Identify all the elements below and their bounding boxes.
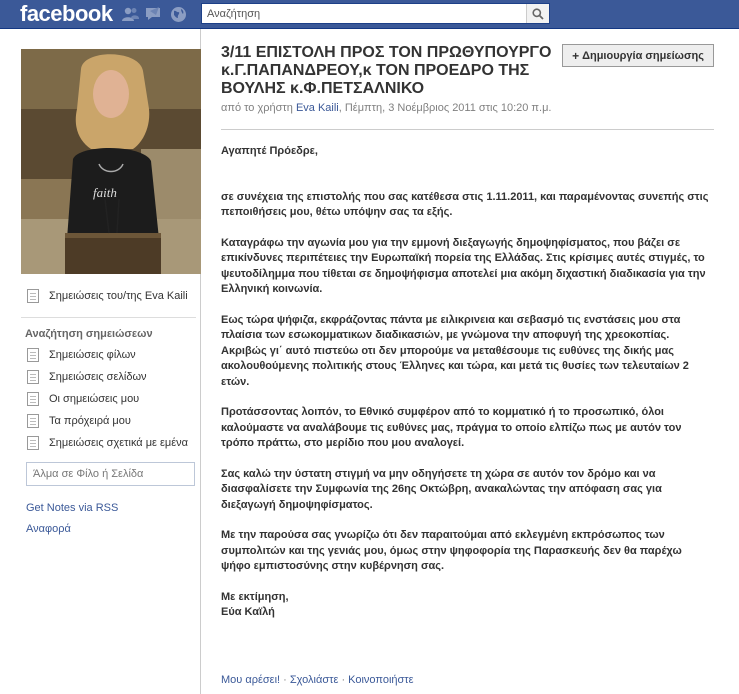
- note-paragraph: Με την παρούσα σας γνωρίζω ότι δεν παραιτούμαι από εκλεγμένη εκπρόσωπος των συμπολιτών και της γενιάς μου, όμως στην ψηφοφορία της Παρασκευής δεν θα παρέχω ψήφο εμπιστοσύνης στην κυβέρνηση σας.: [221, 529, 682, 572]
- sidebar-item-pages-notes[interactable]: [21, 366, 196, 388]
- note-body: [221, 144, 714, 621]
- profile-picture[interactable]: [21, 49, 201, 274]
- get-notes-rss-link[interactable]: Get Notes via RSS: [26, 502, 119, 514]
- sidebar-item-my-notes[interactable]: [21, 388, 196, 410]
- sidebar-item-friends-notes[interactable]: [21, 344, 196, 366]
- notifications-globe-icon[interactable]: [169, 5, 187, 23]
- jump-to-friend-input[interactable]: [26, 462, 195, 486]
- author-link[interactable]: Eva Kaili: [295, 102, 339, 114]
- note-divider: [221, 129, 714, 130]
- note-salutation: Αγαπητέ Πρόεδρε,: [221, 145, 318, 157]
- sidebar-item-label: Οι σημειώσεις μου: [49, 393, 140, 405]
- report-link[interactable]: Αναφορά: [26, 523, 71, 535]
- notification-jewels: [121, 5, 187, 23]
- note-icon: [27, 370, 39, 384]
- note-paragraph: Εως τώρα ψήφιζα, εκφράζοντας πάντα με ειλικρινεια και σεβασμό τις ενστάσεις μου στα πλαίσια των εσωκομματικων διαδικασιών, με γνώμονα την αποφυγή της χρεοκοπίας. Ακριβώς γι΄ αυτό πιστεύω οτι δεν μπορούμε να μεταθέσουμε τις ευθύνες της δικής μας ακολουθούμενης πολιτικής στους Έλληνες και τώρα, και μετά τις θυσίες των τελευταίων 2 ετών.: [221, 313, 689, 388]
- messages-icon[interactable]: [145, 5, 163, 23]
- note-paragraph: Σας καλώ την ύστατη στιγμή να μην οδηγήσετε τη χώρα σε αυτόν τον δρόμο και να διασφαλίσετε την Συμφωνία της 26ης Οκτώβρη, ανακαλώντας την απόφαση σας για διεξαγωγή δημοψηφίσματος.: [221, 467, 662, 511]
- sidebar-item-label: Σημειώσεις φίλων: [49, 349, 136, 361]
- sidebar-item-notes-about-me[interactable]: [21, 432, 196, 454]
- facebook-logo[interactable]: facebook: [20, 1, 113, 26]
- plus-icon: +: [572, 48, 580, 63]
- share-link[interactable]: Κοινοποιήστε: [348, 674, 414, 686]
- sidebar-item-my-drafts[interactable]: [21, 410, 196, 432]
- search-box: [201, 3, 550, 24]
- note-icon: [27, 414, 39, 428]
- note-icon: [27, 436, 39, 450]
- note-icon: [27, 348, 39, 362]
- action-separator: ·: [338, 674, 349, 686]
- meta-prefix: από το χρήστη: [221, 102, 296, 114]
- create-note-button[interactable]: [562, 44, 714, 67]
- sidebar-item-label: Σημειώσεις σελίδων: [49, 371, 147, 383]
- browse-notes-heading: Αναζήτηση σημειώσεων: [25, 328, 153, 340]
- search-input[interactable]: [202, 4, 526, 23]
- note-meta: [221, 102, 715, 114]
- sidebar-divider: [21, 317, 196, 318]
- meta-date: , Πέμπτη, 3 Νοέμβριος 2011 στις 10:20 π.μ.: [338, 102, 552, 114]
- sidebar-item-label: Σημειώσεις του/της Eva Kaili: [49, 290, 188, 302]
- search-button[interactable]: [526, 4, 549, 23]
- action-separator: ·: [280, 674, 290, 686]
- sidebar-item-label: Τα πρόχειρά μου: [49, 415, 131, 427]
- note-paragraph: σε συνέχεια της επιστολής που σας κατέθεσα στις 1.11.2011, και παραμένοντας συνεπής στις πεποιθήσεις μου, θέτω υπόψην σας τα εξής.: [221, 190, 709, 218]
- like-link[interactable]: Μου αρέσει!: [221, 674, 281, 686]
- sidebar-item-label: Σημειώσεις σχετικά με εμένα: [49, 437, 189, 449]
- search-icon: [532, 8, 544, 20]
- note-paragraph: Προτάσσοντας λοιπόν, το Εθνικό συμφέρον από το κομματικό ή το προσωπικό, όλοι καλούμαστε να αναλάβουμε τις ευθύνες μας, πράγμα το οποίο ελπίζω πως με αυτόν τον τρόπο πράττω, στο μερίδιο που μου αναλογεί.: [221, 406, 682, 449]
- note-icon: [27, 392, 39, 406]
- note-signature: Εύα Καϊλή: [221, 606, 275, 618]
- top-bar: [0, 0, 739, 29]
- note-title: 3/11 ΕΠΙΣΤΟΛΗ ΠΡΟΣ ΤΟΝ ΠΡΩΘΥΠΟΥΡΓΟ κ.Γ.ΠΑΠΑΝΔΡΕΟΥ,κ ΤΟΝ ΠΡΟΕΔΡΟ ΤΗΣ ΒΟΥΛΗΣ κ.Φ.ΠΕΤΣΑΛΝΙΚΟ: [221, 44, 552, 97]
- comment-link[interactable]: Σχολιάστε: [289, 674, 339, 686]
- sidebar-item-user-notes[interactable]: [21, 285, 196, 307]
- svg-text:faith: faith: [93, 185, 117, 200]
- note-icon: [27, 289, 39, 303]
- note-actions: [221, 674, 414, 686]
- note-paragraph: Καταγράφω την αγωνία μου για την εμμονή διεξαγωγής δημοψηφίσματος, που βάζει σε επικίνδυνες περιπέτειες την Ευρωπαϊκή πορεία της Ελλάδας. Στις κρίσιμες αυτές στιγμές, το ψευτοδίλημμα που τίθεται σε δημοψήφισμα αποτελεί μια ακόμη διχαστική διαδικασία για την Ελληνική κοινωνία.: [221, 236, 706, 295]
- note-closing: Με εκτίμηση,: [221, 590, 289, 603]
- sidebar: [21, 285, 196, 535]
- friend-requests-icon[interactable]: [121, 5, 139, 23]
- create-note-label: Δημιουργία σημείωσης: [582, 49, 704, 62]
